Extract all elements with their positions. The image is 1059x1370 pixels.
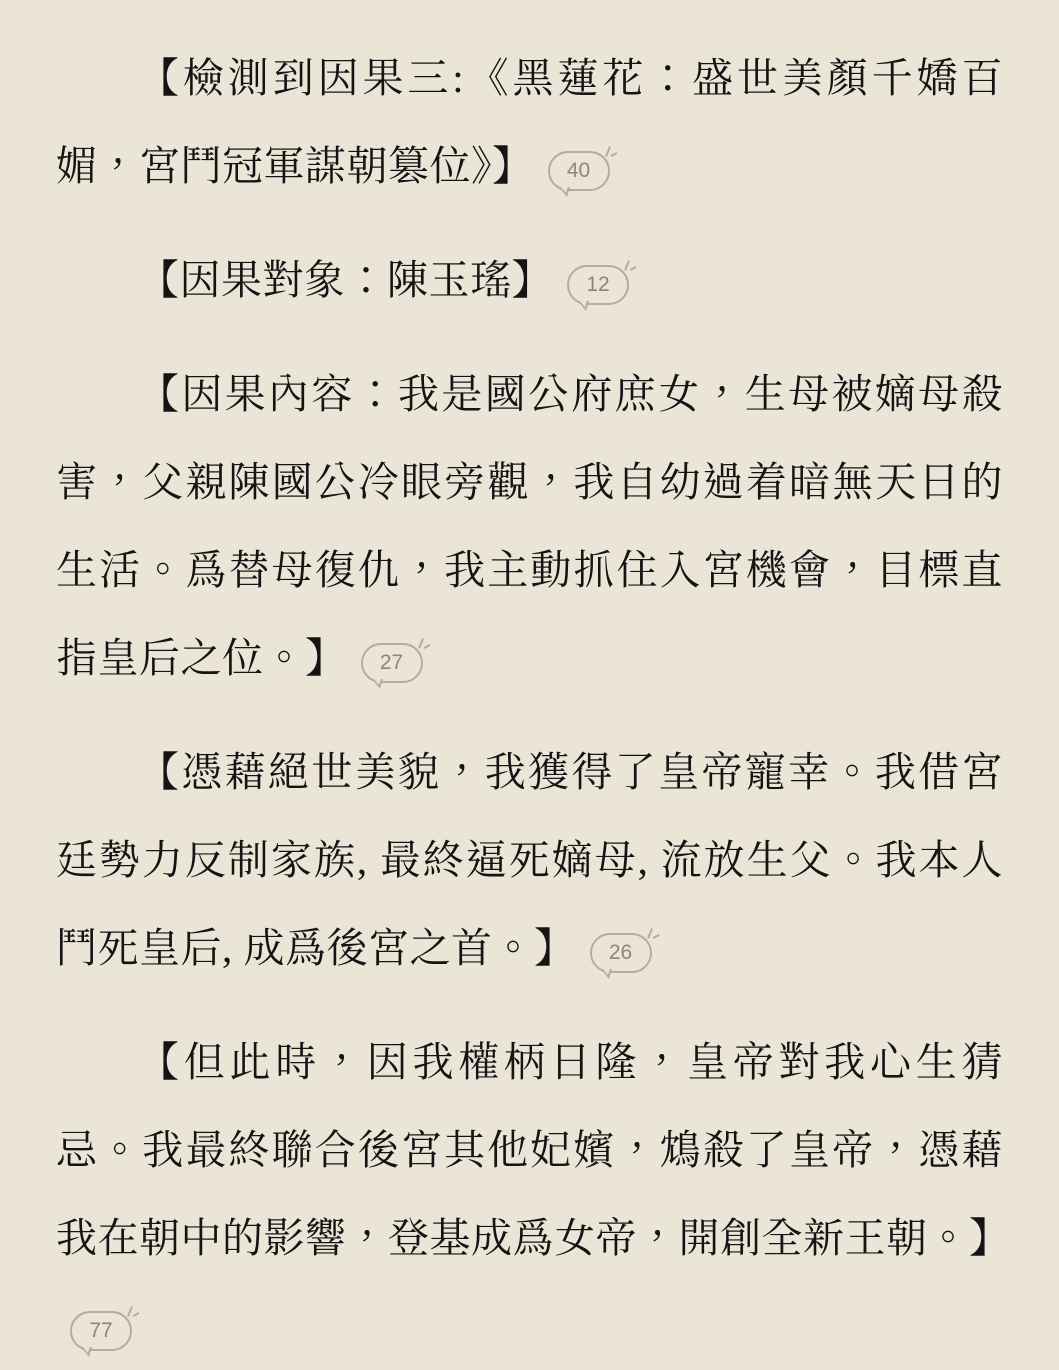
badge-spark-icon <box>643 928 659 944</box>
paragraph-text: 【憑藉絕世美貌，我獲得了皇帝寵幸。我借宮廷勢力反制家族, 最終逼死嫡母, 流放生父。我本人鬥死皇后, 成爲後宮之首。】 <box>56 749 1003 971</box>
paragraph-causality-ending <box>56 1018 1011 1370</box>
paragraph-causality-content <box>56 350 1003 702</box>
badge-spark-icon <box>414 638 430 654</box>
comment-count-badge[interactable] <box>361 643 423 683</box>
comment-count-badge[interactable] <box>590 933 652 973</box>
comment-count-label: 12 <box>586 273 610 297</box>
paragraph-text: 【因果內容：我是國公府庶女，生母被嫡母殺害，父親陳國公冷眼旁觀，我自幼過着暗無天日的生活。爲替母復仇，我主動抓住入宮機會，目標直指皇后之位。】 <box>56 371 1003 681</box>
paragraph-causality-target <box>56 236 1003 324</box>
paragraph-text: 【檢測到因果三:《黑蓮花：盛世美顏千嬌百媚，宮鬥冠軍謀朝篡位》】 <box>56 55 1003 189</box>
paragraph-text: 【但此時，因我權柄日隆，皇帝對我心生猜忌。我最終聯合後宮其他妃嬪，鴆殺了皇帝，憑藉我在朝中的影響，登基成爲女帝，開創全新王朝。】 <box>56 1039 1011 1261</box>
badge-spark-icon <box>601 146 617 162</box>
comment-count-label: 27 <box>379 651 404 675</box>
comment-count-badge[interactable] <box>548 151 610 191</box>
comment-count-badge[interactable] <box>567 265 629 305</box>
badge-spark-icon <box>620 260 636 276</box>
comment-count-badge[interactable] <box>70 1311 132 1351</box>
comment-count-label: 77 <box>89 1319 113 1343</box>
comment-count-label: 40 <box>566 159 591 183</box>
paragraph-text: 【因果對象：陳玉瑤】 <box>138 257 553 303</box>
paragraph-causality-rise <box>56 728 1003 992</box>
comment-count-label: 26 <box>608 941 633 965</box>
paragraph-causality-title <box>56 34 1003 210</box>
badge-spark-icon <box>123 1306 139 1322</box>
